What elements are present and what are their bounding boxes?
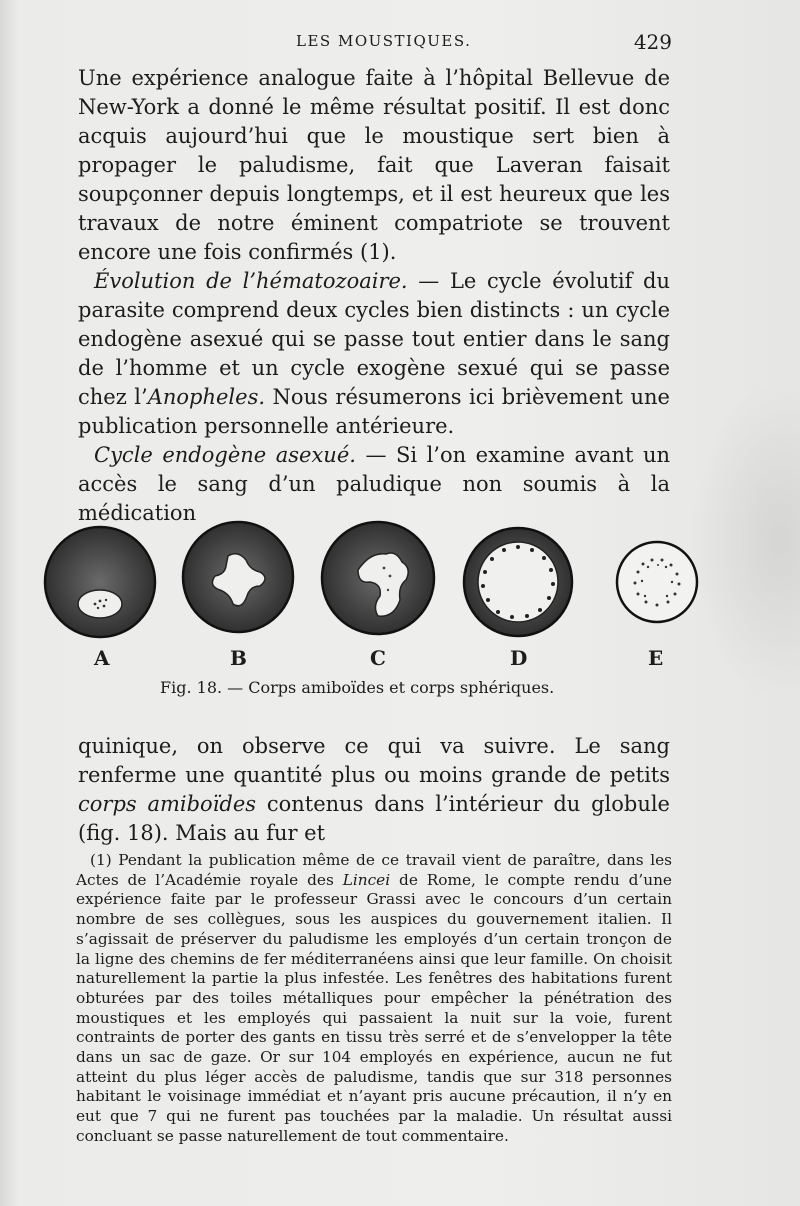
running-title: LES MOUSTIQUES. [296, 32, 472, 50]
figure-label-d: D [510, 646, 528, 670]
italic-phrase: corps amiboïdes [78, 792, 257, 816]
cell-e [617, 542, 697, 622]
figure-18 [40, 520, 720, 670]
text-run: — Si l’on examine avant un accès le sang d’un paludique non soumis à la médication [78, 443, 670, 525]
cell-b [183, 522, 293, 632]
page-number: 429 [633, 30, 672, 54]
text-run: contenus dans l’intérieur du globule (fig. 18). Mais au fur et [78, 792, 670, 845]
figure-label-e: E [648, 646, 664, 670]
main-text-after-figure [78, 732, 670, 848]
cell-d [464, 528, 572, 636]
main-text-top [78, 64, 670, 528]
paragraph-cycle-endogene [78, 441, 670, 528]
paragraph-laveran [78, 64, 670, 267]
cell-c [322, 522, 434, 634]
footnote [76, 851, 672, 1147]
paragraph-quinique [78, 732, 670, 848]
text-run: — Le cycle évolutif du parasite comprend deux cycles bien distincts : un cycle endogène asexué qui se passe tout entier dans le sang de l’homme et un cycle exogène sexué qui se passe chez l’ [78, 269, 670, 409]
page-header [78, 30, 672, 60]
paragraph-evolution [78, 267, 670, 441]
text-run: de Rome, le compte rendu d’une expérience faite par le professeur Grassi avec le concours d’un certain nombre de ses collègues, sous les auspices du gouvernement italien. Il s’agissait de préserver du paludisme les employés d’un certain tronçon de la ligne des chemins de fer méditerranéens ainsi que leur famille. On choisit naturellement la partie la plus infestée. Les fenêtres des habitations furent obturées par des toiles métalliques pour empêcher la pénétration des moustiques et les employés qui passaient la nuit sur la voie, furent contraints de porter des gants en tissu très serré et de s’envelopper la tête dans un sac de gaze. Or sur 104 employés en expérience, aucun ne fut atteint du plus léger accès de paludisme, tandis que sur 318 personnes habitant le voisinage immédiat et n’ayant pris aucune précaution, il n’y en eut que 7 qui ne furent pas touchées par la maladie. Un résultat aussi concluant se passe naturellement de tout commentaire. [76, 870, 672, 1145]
footnote-text [76, 851, 672, 1147]
italic-phrase: Anopheles. [147, 385, 266, 409]
text-run: quinique, on observe ce qui va suivre. Le sang renferme une quantité plus ou moins grande de petits [78, 734, 670, 787]
figure-label-b: B [230, 646, 247, 670]
text-run: Nous résumerons ici brièvement une publication personnelle antérieure. [78, 385, 670, 438]
text-run: Une expérience analogue faite à l’hôpital Bellevue de New-York a donné le même résultat positif. Il est donc acquis aujourd’hui que le moustique sert bien à propager le paludisme, fait que Laveran faisait soupçonner depuis longtemps, et il est heureux que les travaux de notre éminent compatriote se trouvent encore une fois confirmés (1). [78, 66, 670, 264]
figure-label-a: A [94, 646, 110, 670]
text-run: (1) Pendant la publication même de ce travail vient de paraître, dans les Actes de l’Académie royale des [76, 851, 672, 889]
cell-a [45, 527, 155, 637]
figure-caption: Fig. 18. — Corps amiboïdes et corps sphériques. [160, 678, 555, 697]
italic-phrase: Lincei [342, 870, 391, 889]
figure-label-c: C [370, 646, 386, 670]
figure-18-illustration [40, 520, 720, 650]
italic-phrase: Évolution de l’hématozoaire. [94, 269, 408, 293]
italic-phrase: Cycle endogène asexué. [94, 443, 356, 467]
